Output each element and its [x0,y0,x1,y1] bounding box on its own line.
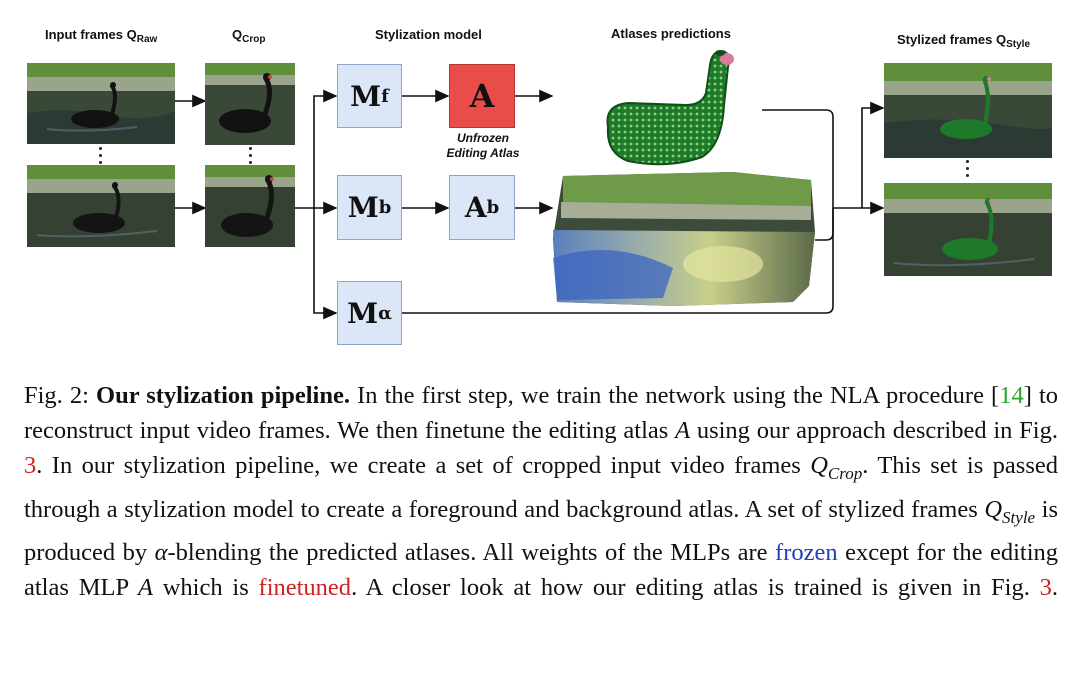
caption-title: Our stylization pipeline. [96,382,350,409]
header-stylization-model: Stylization model [375,27,482,42]
arrow-to-malpha [314,208,336,313]
header-atlases-predictions: Atlases predictions [611,26,731,41]
mlp-alpha-box: M α [337,281,402,345]
arrow-to-mf [314,96,336,208]
mlp-background-box: M b [337,175,402,240]
frozen-word: frozen [775,538,838,566]
finetuned-word: finetuned [258,574,352,602]
line-bg-merge [815,208,833,240]
crop-frame-bottom [205,165,295,247]
header-stylized-frames: Stylized frames $Q_{Style}$ [897,32,1031,50]
stylized-frame-top [884,63,1052,158]
arrow-to-stylized-top [862,108,883,208]
foreground-atlas-image [598,45,748,175]
figure-caption: Fig. 2: Our stylization pipeline. In the first step, we train the network using the NLA procedure [14] to reconstruct input video frames. We then finetune the editing atlas A using our approach described in Fig. 3. In our stylization pipeline, we create a set of cropped input video frames $Q_{Crop}$. This set is passed through a stylization model to create a foreground and background atlas. A set of stylized frames $Q_{Style}$ is produced by α-blending the predicted atlases. All weights of the MLPs are frozen except for the editing atlas MLP A which is finetuned. A closer look at how our editing atlas is trained is given in Fig. 3. [24,382,1059,602]
stylized-frames-ellipsis [966,160,970,181]
stylized-frame-bottom [884,183,1052,276]
citation-link[interactable]: 14 [999,382,1024,409]
header-crop: $Q_{Crop}$ [232,27,266,45]
mlp-foreground-box: M f [337,64,402,128]
figure-ref-link[interactable]: 3 [1039,574,1052,602]
raw-frame-bottom [27,165,175,247]
crop-frame-top [205,63,295,145]
unfrozen-editing-atlas-label: Unfrozen Editing Atlas [446,131,520,160]
figure-ref-link[interactable]: 3 [24,452,37,480]
caption-fig-label: Fig. 2: [24,382,97,409]
header-input-frames: Input frames $Q_{Raw}$ [45,27,158,45]
raw-frame-top [27,63,175,144]
editing-atlas-box: A [449,64,515,128]
background-atlas-box: A b [449,175,515,240]
background-atlas-image [553,168,815,308]
